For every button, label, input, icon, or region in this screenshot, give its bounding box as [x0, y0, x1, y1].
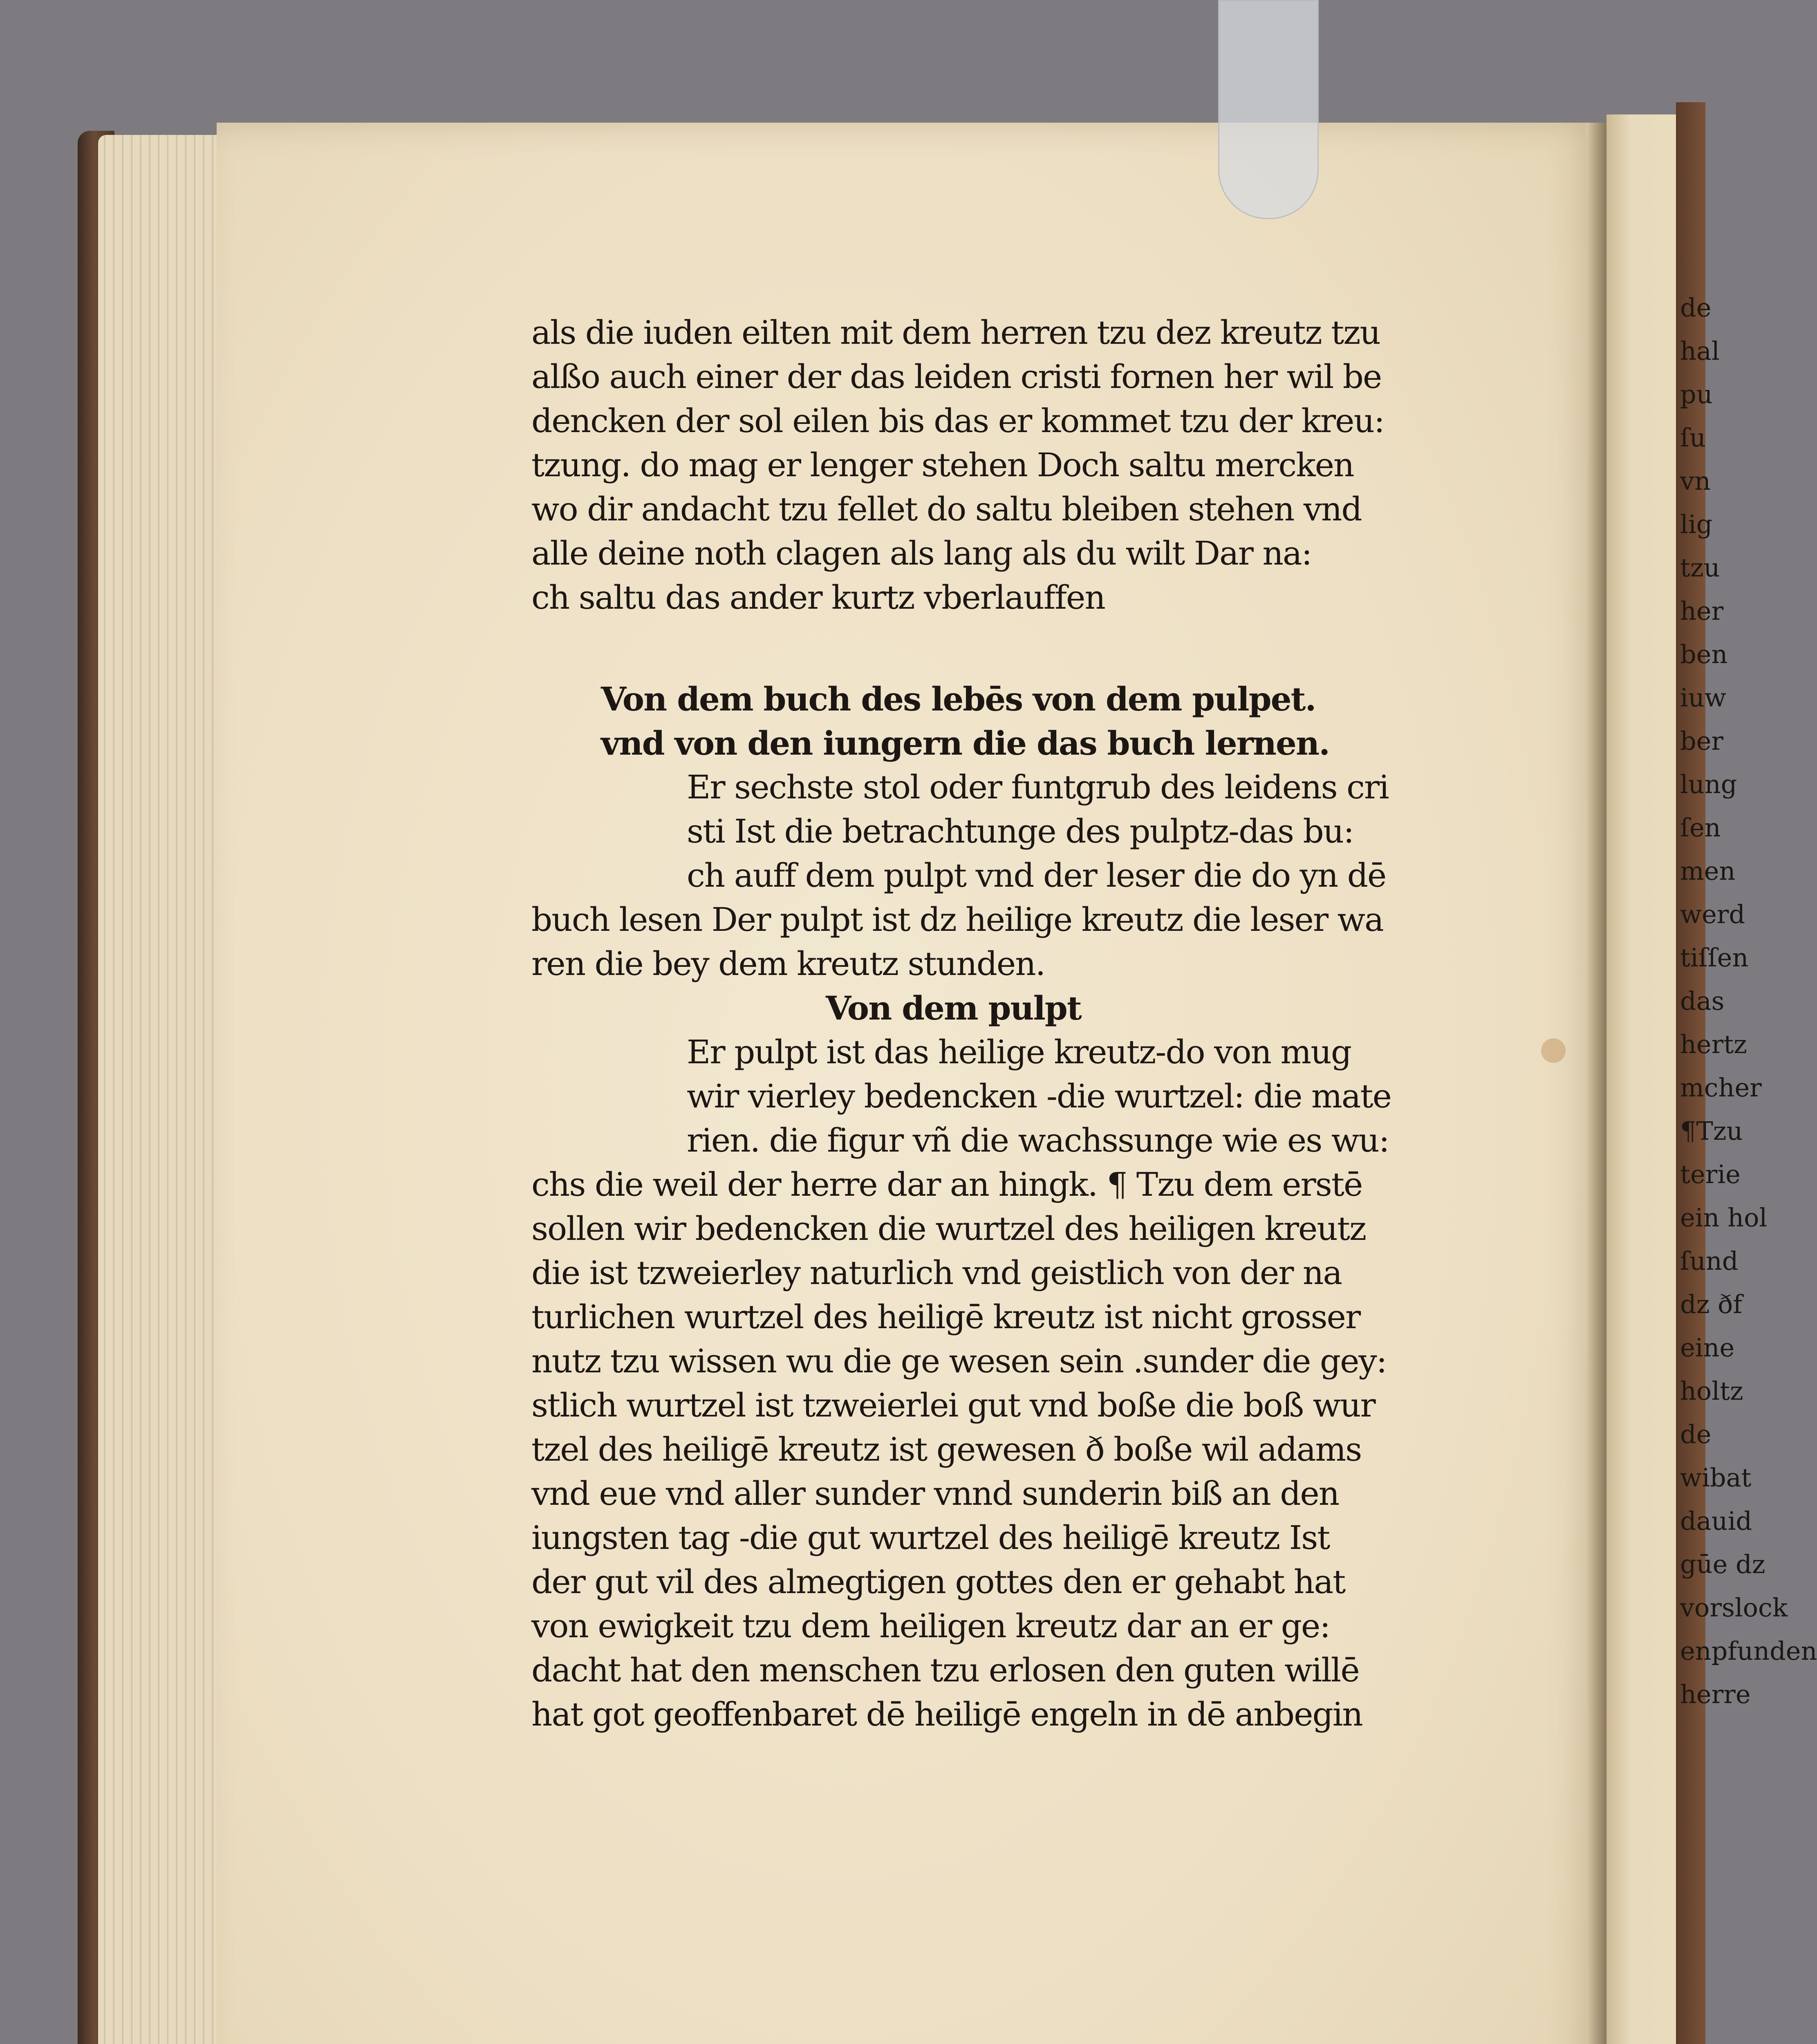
right-page-fragment: das	[1680, 986, 1725, 1016]
text-line: chs die weil der herre dar an hingk. ¶ Tzu dem erstē	[531, 1165, 1362, 1204]
text-line: vnd eue vnd aller sunder vnnd sunderin biß an den	[531, 1475, 1339, 1513]
right-page-fragment: ſund	[1680, 1246, 1739, 1276]
right-page-fragment: dauid	[1680, 1506, 1752, 1536]
text-line: dencken der sol eilen bis das er kommet tzu der kreu:	[531, 402, 1384, 440]
text-line: alle deine noth clagen als lang als du wilt Dar na:	[531, 534, 1312, 572]
text-line: alßo auch einer der das leiden cristi fornen her wil be	[531, 358, 1382, 396]
paragraph-3	[531, 1030, 1439, 1737]
right-page-fragment: ben	[1680, 639, 1728, 669]
right-page-fragment: de	[1680, 1419, 1712, 1449]
right-page-fragment: lig	[1680, 509, 1713, 539]
text-line: ch auff dem pulpt vnd der leser die do yn dē	[687, 856, 1386, 894]
page-holder-clip-top	[1218, 0, 1319, 219]
text-line: Er sechste stol oder funtgrub des leidens cri	[687, 768, 1389, 806]
text-line: ch saltu das ander kurtz vberlauffen	[531, 578, 1105, 616]
right-page-fragment: wibat	[1680, 1463, 1752, 1493]
text-line: Er pulpt ist das heilige kreutz-do von mug	[687, 1033, 1351, 1071]
printed-text-block	[531, 311, 1439, 1737]
right-page-fragment: ber	[1680, 726, 1724, 756]
text-line: von ewigkeit tzu dem heiligen kreutz dar an er ge:	[531, 1607, 1330, 1645]
right-page-fragment: eine	[1680, 1333, 1735, 1363]
page-edge-stack	[98, 135, 229, 2044]
right-page-text-fragments	[1680, 286, 1817, 1716]
text-line: sti Ist die betrachtunge des pulptz-das bu:	[687, 812, 1354, 850]
paragraph-2	[531, 765, 1439, 986]
right-page-fragment: vn	[1680, 466, 1711, 496]
right-page-fragment: werd	[1680, 899, 1745, 929]
right-page-fragment: vorslock	[1680, 1593, 1788, 1623]
text-line: nutz tzu wissen wu die ge wesen sein .sunder die gey:	[531, 1342, 1387, 1380]
right-page-fragment: lung	[1680, 769, 1737, 799]
text-line: iungsten tag -die gut wurtzel des heiligē kreutz Ist	[531, 1519, 1330, 1557]
right-page-fragment: hal	[1680, 336, 1720, 366]
text-line: tzel des heiligē kreutz ist gewesen ð boße wil adams	[531, 1430, 1362, 1468]
text-line: der gut vil des almegtigen gottes den er gehabt hat	[531, 1563, 1345, 1601]
right-page-fragment: terie	[1680, 1159, 1741, 1189]
right-page-fragment: her	[1680, 596, 1724, 626]
text-line: sollen wir bedencken die wurtzel des heiligen kreutz	[531, 1210, 1366, 1248]
right-page-fragment: tiſſen	[1680, 943, 1749, 973]
right-page-fragment: gūe dz	[1680, 1549, 1765, 1579]
text-line: ren die bey dem kreutz stunden.	[531, 945, 1045, 983]
text-line: hat got geoffenbaret dē heiligē engeln in dē anbegin	[531, 1695, 1362, 1733]
text-line: buch lesen Der pulpt ist dz heilige kreutz die leser wa	[531, 901, 1383, 939]
right-page-fragment: ¶Tzu	[1680, 1116, 1743, 1146]
section-heading-2: Von dem pulpt	[826, 989, 1081, 1027]
paragraph-gap	[531, 620, 1439, 677]
heading-line: Von dem buch des lebēs von dem pulpet.	[601, 680, 1316, 718]
right-page-fragment: hertz	[1680, 1029, 1747, 1059]
text-line: turlichen wurtzel des heiligē kreutz ist nicht grosser	[531, 1298, 1360, 1336]
text-line: wo dir andacht tzu fellet do saltu bleiben stehen vnd	[531, 490, 1362, 528]
text-line: tzung. do mag er lenger stehen Doch saltu mercken	[531, 446, 1354, 484]
right-page-fragment: herre	[1680, 1679, 1751, 1709]
paper-stain	[1541, 1038, 1566, 1063]
text-line: die ist tzweierley naturlich vnd geistlich von der na	[531, 1254, 1342, 1292]
right-page-fragment: men	[1680, 856, 1736, 886]
right-page-fragment: dz ðf	[1680, 1289, 1743, 1319]
heading-line: vnd von den iungern die das buch lernen.	[601, 724, 1329, 762]
right-page-fragment: enpfunden	[1680, 1636, 1817, 1666]
text-line: wir vierley bedencken -die wurtzel: die mate	[687, 1077, 1391, 1115]
right-page-fragment: de	[1680, 293, 1712, 323]
right-page-fragment: ſu	[1680, 423, 1706, 453]
right-page-fragment: tzu	[1680, 553, 1720, 583]
right-page-fragment: mcher	[1680, 1073, 1762, 1103]
text-line: als die iuden eilten mit dem herren tzu dez kreutz tzu	[531, 314, 1380, 352]
section-heading-1	[531, 677, 1439, 765]
right-page-fragment: ſen	[1680, 813, 1721, 843]
right-page-fragment: ein hol	[1680, 1203, 1768, 1233]
right-page-fragment: pu	[1680, 379, 1713, 409]
text-line: stlich wurtzel ist tzweierlei gut vnd boße die boß wur	[531, 1386, 1375, 1424]
right-page-fragment: iuw	[1680, 683, 1726, 713]
right-page-fragment: holtz	[1680, 1376, 1743, 1406]
paragraph-1	[531, 311, 1439, 620]
text-line: dacht hat den menschen tzu erlosen den guten willē	[531, 1651, 1359, 1689]
text-line: rien. die figur vñ die wachssunge wie es wu:	[687, 1121, 1389, 1159]
